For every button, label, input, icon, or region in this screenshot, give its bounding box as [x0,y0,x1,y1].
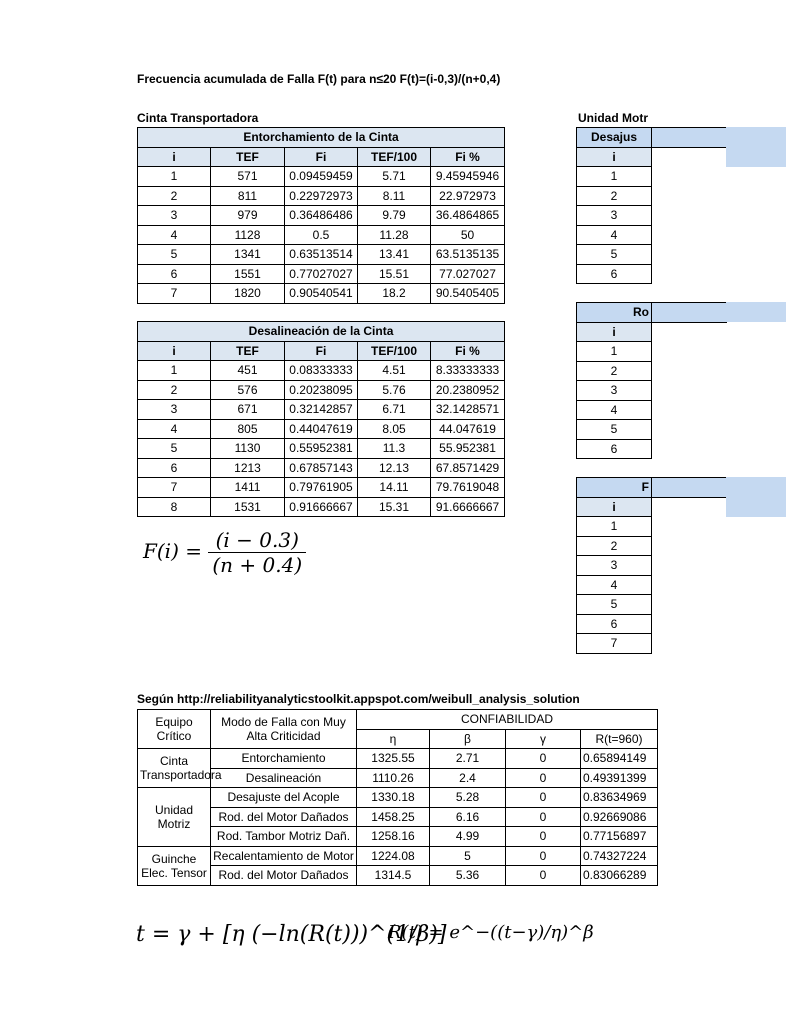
table-cell: 3 [138,206,211,226]
col-header: i [138,341,211,361]
table-cell: 50 [431,225,505,245]
table-cell: 3 [577,206,652,226]
empty-cell [652,361,727,381]
empty-cell [652,634,727,654]
entorchamiento-table [137,127,505,304]
table-cell: 6.16 [430,807,506,827]
empty-cell [652,206,727,226]
table-row [138,749,658,769]
table-cell: 8 [138,497,211,517]
table-cell: 5 [430,846,506,866]
col-gamma: γ [506,729,581,749]
table-cell: 32.1428571 [431,400,505,420]
table-cell: 90.5405405 [431,284,505,304]
table-cell: 0.77027027 [285,264,358,284]
table-cell: 44.047619 [431,419,505,439]
table-row [577,264,727,284]
table-cell: 13.41 [358,245,431,265]
f-table [576,477,727,654]
table-cell: 0.63513514 [285,245,358,265]
table-row [577,400,727,420]
table-cell: 0 [506,788,581,808]
table-cell: 2.71 [430,749,506,769]
table-title: F [577,478,652,498]
table-row [138,807,658,827]
table-cell: 1325.55 [357,749,430,769]
table-cell: 4.51 [358,361,431,381]
empty-cell [652,186,727,206]
table-cell: 15.51 [358,264,431,284]
table-cell: 0.22972973 [285,186,358,206]
table-cell: 6 [577,264,652,284]
main-title: Frecuencia acumulada de Falla F(t) para n≤20 F(t)=(i-0,3)/(n+0,4) [137,72,501,86]
table-row [138,458,505,478]
table-cell: Desalineación [211,768,357,788]
table-cell: 0.91666667 [285,497,358,517]
unidad-label: Unidad Motr [578,111,648,125]
table-row [138,167,505,187]
table-cell: 0 [506,807,581,827]
table-cell: 6 [577,439,652,459]
table-cell: 2.4 [430,768,506,788]
table-row [577,186,727,206]
table-cell: 2 [138,186,211,206]
table-row [577,556,727,576]
table-row [138,400,505,420]
empty-cell [652,420,727,440]
table-cell: 18.2 [358,284,431,304]
weibull-clip [136,708,651,888]
col-modo: Modo de Falla con Muy Alta Criticidad [211,710,357,749]
table-cell: 5 [138,439,211,459]
table-row [577,225,727,245]
table-cell: 1551 [211,264,285,284]
col-header: i [138,147,211,167]
table-cell: 11.3 [358,439,431,459]
r-formula: R(t) = e^−((t−γ)/η)^β [388,922,594,943]
equipo-cell: Unidad Motriz [138,788,211,847]
empty-cell [652,400,727,420]
table-cell: Rod. del Motor Dañados [211,866,357,886]
cinta-label: Cinta Transportadora [137,111,259,125]
table-cell: 0.83066289 [581,866,658,886]
table-cell: 11.28 [358,225,431,245]
table-cell: 0.67857143 [285,458,358,478]
equipo-cell: Cinta Transportadora [138,749,211,788]
table-cell: Rod. Tambor Motriz Dañ. [211,827,357,847]
table-cell: 2 [577,536,652,556]
table-cell: 2 [138,380,211,400]
table-cell: 2 [577,186,652,206]
table-row [577,634,727,654]
table-cell: 5.71 [358,167,431,187]
table-row [138,361,505,381]
table-cell: 36.4864865 [431,206,505,226]
table-cell: 0 [506,866,581,886]
table-cell: 5 [577,245,652,265]
bottom-formulas [130,900,594,947]
table-title: Ro [577,303,652,323]
col-header: TEF [211,147,285,167]
table-cell: 0.08333333 [285,361,358,381]
table-cell: 451 [211,361,285,381]
table-row [138,245,505,265]
table-cell: 0.20238095 [285,380,358,400]
formula-lhs: F(i) = [143,539,202,563]
table-cell: 5 [577,595,652,615]
t-formula: t = γ + [η (−ln(R(t)))^(1/β)] [136,922,447,947]
rodamientos-table [576,302,727,459]
fi-formula [143,528,306,577]
table-cell: 9.79 [358,206,431,226]
table-cell: 0.5 [285,225,358,245]
table-cell: 4 [138,419,211,439]
table-cell: 1341 [211,245,285,265]
col-eta: η [357,729,430,749]
table-cell: 6 [138,264,211,284]
table-cell: 0.83634969 [581,788,658,808]
table-cell: 63.5135135 [431,245,505,265]
table-row [138,419,505,439]
table-cell: 1531 [211,497,285,517]
table-row [577,536,727,556]
empty-cell [652,536,727,556]
col-header: i [577,147,652,167]
table-cell: 0 [506,827,581,847]
table-cell: 1110.26 [357,768,430,788]
table-title: Entorchamiento de la Cinta [138,128,505,148]
table-cell: 1 [577,342,652,362]
empty-cell [652,245,727,265]
table-cell: 6 [577,614,652,634]
col-header: Fi % [431,147,505,167]
empty-cell [652,595,727,615]
table-row [577,420,727,440]
empty-cell [652,556,727,576]
empty-cell [652,264,727,284]
table-cell: 5.76 [358,380,431,400]
table-row [577,245,727,265]
table-cell: 0 [506,846,581,866]
table-cell: 5.28 [430,788,506,808]
col-header: TEF/100 [358,341,431,361]
table-row [138,264,505,284]
table-cell: 7 [577,634,652,654]
table-cell: 1 [577,167,652,187]
table-row [577,517,727,537]
table-cell: 1128 [211,225,285,245]
table-cell: 1130 [211,439,285,459]
table-cell: 8.11 [358,186,431,206]
table-row [138,478,505,498]
table-title: Desalineación de la Cinta [138,322,505,342]
table-row [138,439,505,459]
desalineacion-table [137,321,505,517]
table-cell: Rod. del Motor Dañados [211,807,357,827]
empty-cell [652,517,727,537]
table-row [577,575,727,595]
table-cell: 979 [211,206,285,226]
col-header: TEF/100 [358,147,431,167]
table-cell: 571 [211,167,285,187]
table-cell: 4 [577,575,652,595]
table-cell: 0.90540541 [285,284,358,304]
table-row [138,284,505,304]
table-cell: 0.92669086 [581,807,658,827]
table-cell: 9.45945946 [431,167,505,187]
table-cell: 0.44047619 [285,419,358,439]
table-cell: 0.55952381 [285,439,358,459]
table-cell: 0.09459459 [285,167,358,187]
col-header: i [577,322,652,342]
unidad-section [576,105,768,665]
table-cell: 12.13 [358,458,431,478]
table-cell: 7 [138,478,211,498]
col-r: R(t=960) [581,729,658,749]
table-cell: 5 [577,420,652,440]
table-row [138,206,505,226]
table-cell: 1820 [211,284,285,304]
table-cell: 3 [577,381,652,401]
table-cell: 1 [577,517,652,537]
table-row [577,381,727,401]
table-cell: 5 [138,245,211,265]
table-cell: 67.8571429 [431,458,505,478]
table-cell: 14.11 [358,478,431,498]
table-cell: 1 [138,167,211,187]
table-cell: 0.49391399 [581,768,658,788]
table-cell: 1411 [211,478,285,498]
table-row [577,342,727,362]
table-cell: 0.32142857 [285,400,358,420]
table-cell: 4.99 [430,827,506,847]
table-cell: 2 [577,361,652,381]
table-cell: 811 [211,186,285,206]
table-cell: 1 [138,361,211,381]
table-cell: 1224.08 [357,846,430,866]
col-beta: β [430,729,506,749]
table-cell: 79.7619048 [431,478,505,498]
empty-cell [652,381,727,401]
table-cell: 0.74327224 [581,846,658,866]
table-cell: 576 [211,380,285,400]
table-cell: 77.027027 [431,264,505,284]
col-confiabilidad: CONFIABILIDAD [357,710,658,730]
col-equipo: Equipo Crítico [138,710,211,749]
empty-cell [652,342,727,362]
table-cell: 7 [138,284,211,304]
empty-cell [652,614,727,634]
formula-numerator: (i − 0.3) [208,528,306,553]
table-row [138,788,658,808]
table-cell: 0 [506,749,581,769]
empty-cell [652,167,727,187]
empty-cell [652,225,727,245]
table-cell: 5.36 [430,866,506,886]
table-row [138,497,505,517]
table-row [577,361,727,381]
table-row [138,380,505,400]
table-cell: 4 [577,400,652,420]
table-row [577,595,727,615]
table-cell: 8.33333333 [431,361,505,381]
table-cell: 0 [506,768,581,788]
table-cell: 20.2380952 [431,380,505,400]
table-cell: 1258.16 [357,827,430,847]
table-cell: 55.952381 [431,439,505,459]
desajuste-table [576,127,727,284]
table-cell: 91.6666667 [431,497,505,517]
table-cell: 0.36486486 [285,206,358,226]
table-cell: 0.79761905 [285,478,358,498]
table-cell: 3 [138,400,211,420]
table-row [577,167,727,187]
formula-denominator: (n + 0.4) [212,553,303,577]
table-cell: 0.77156897 [581,827,658,847]
empty-cell [652,439,727,459]
col-header: TEF [211,341,285,361]
weibull-table [137,709,658,886]
col-header: Fi [285,147,358,167]
table-row [138,846,658,866]
table-row [577,206,727,226]
table-row [138,827,658,847]
table-cell: 15.31 [358,497,431,517]
table-cell: 3 [577,556,652,576]
table-cell: 1314.5 [357,866,430,886]
table-cell: 22.972973 [431,186,505,206]
table-cell: 4 [577,225,652,245]
table-title: Desajus [577,128,652,148]
table-cell: Entorchamiento [211,749,357,769]
table-cell: 671 [211,400,285,420]
empty-cell [652,575,727,595]
table-row [577,614,727,634]
table-row [577,439,727,459]
table-cell: 6 [138,458,211,478]
col-header: Fi % [431,341,505,361]
table-cell: 0.65894149 [581,749,658,769]
table-cell: 6.71 [358,400,431,420]
table-row [138,866,658,886]
table-cell: 1458.25 [357,807,430,827]
table-cell: 8.05 [358,419,431,439]
col-header: i [577,497,652,517]
table-cell: 1330.18 [357,788,430,808]
table-cell: 805 [211,419,285,439]
col-header: Fi [285,341,358,361]
table-cell: 4 [138,225,211,245]
table-row [138,225,505,245]
weibull-source: Según http://reliabilityanalyticstoolkit.appspot.com/weibull_analysis_solution [137,692,580,706]
table-cell: Desajuste del Acople [211,788,357,808]
table-cell: Recalentamiento de Motor [211,846,357,866]
equipo-cell: Guinche Elec. Tensor [138,846,211,885]
table-row [138,186,505,206]
table-cell: 1213 [211,458,285,478]
